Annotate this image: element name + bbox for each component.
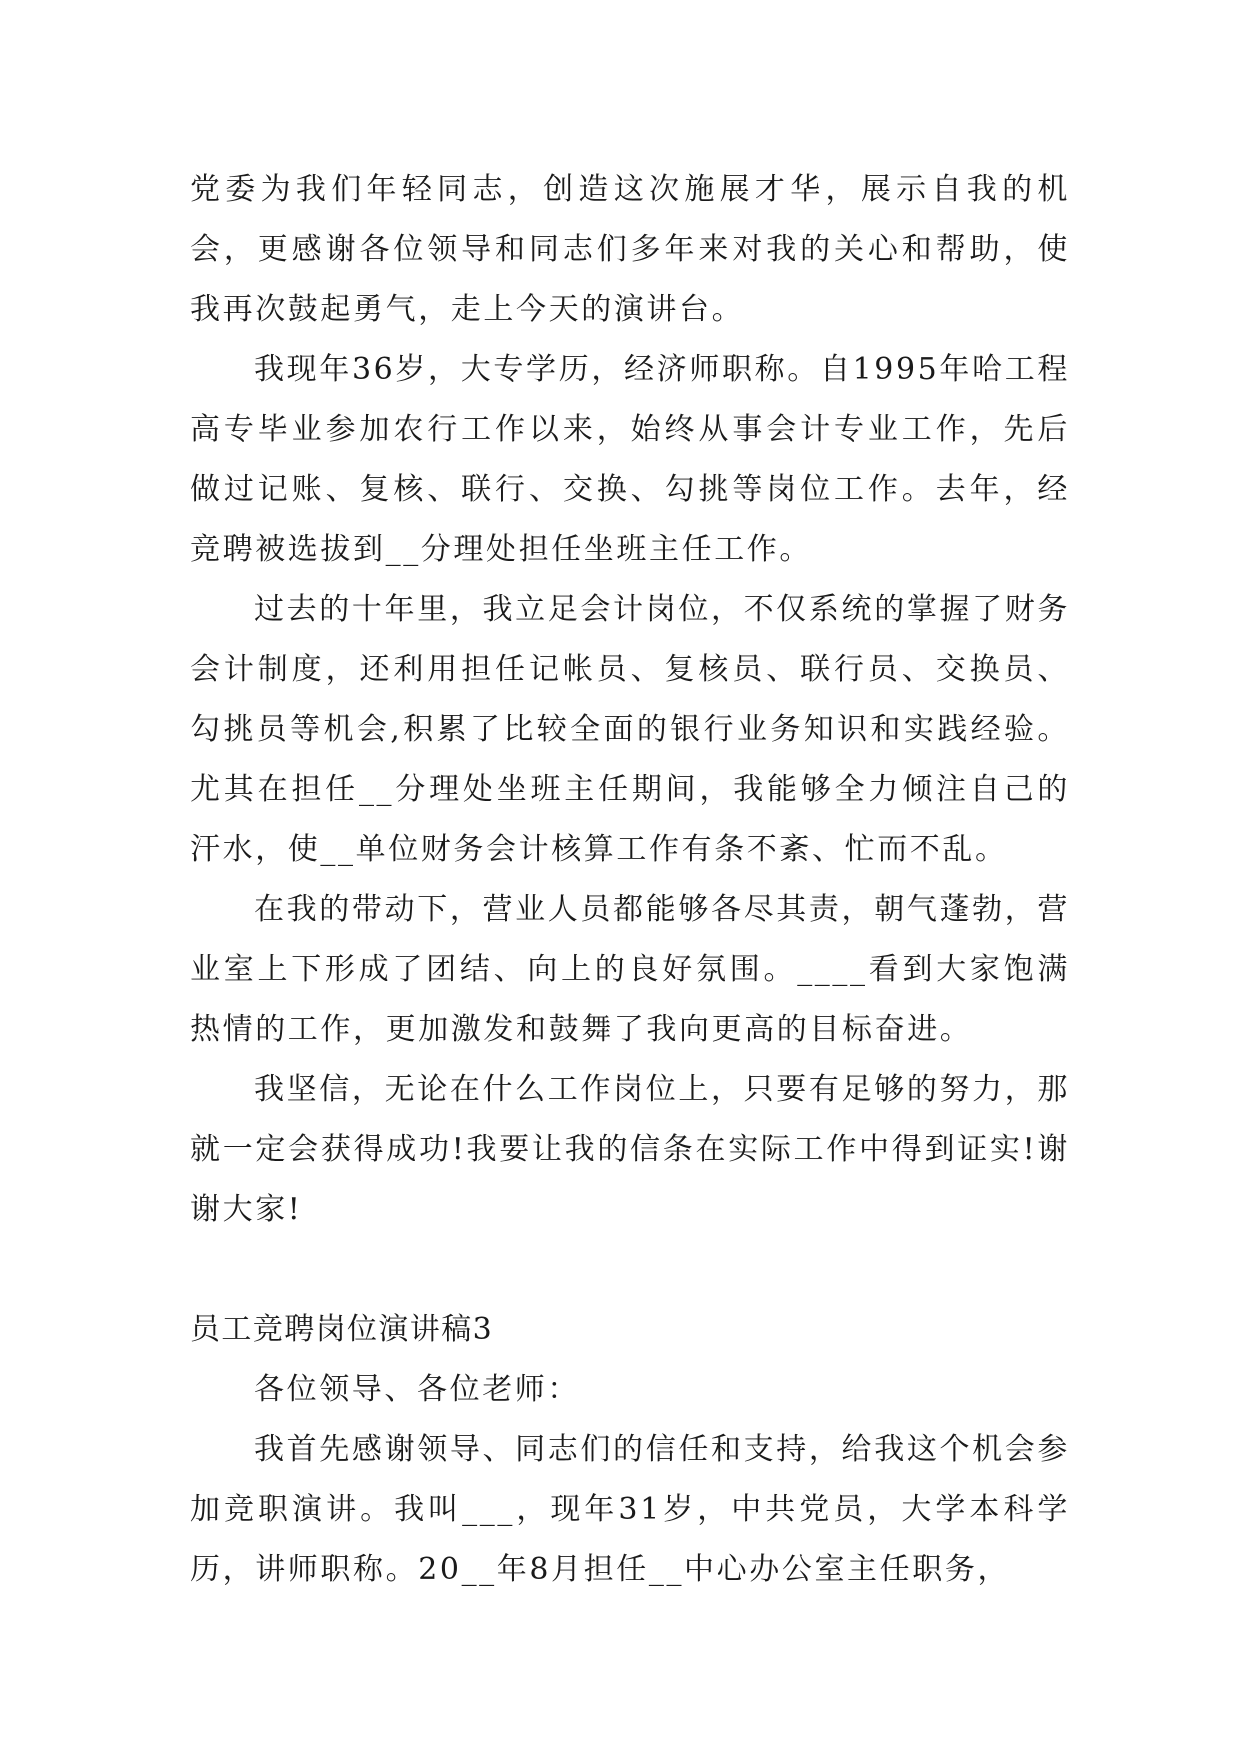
paragraph-continued: 党委为我们年轻同志，创造这次施展才华，展示自我的机会，更感谢各位领导和同志们多年来对我的关心和帮助，使我再次鼓起勇气，走上今天的演讲台。 [190, 172, 1070, 327]
paragraph-experience: 过去的十年里，我立足会计岗位，不仅系统的掌握了财务会计制度，还利用担任记帐员、复核员、联行员、交换员、勾挑员等机会,积累了比较全面的银行业务知识和实践经验。尤其在担任__分理处坐班主任期间，我能够全力倾注自己的汗水，使__单位财务会计核算工作有条不紊、忙而不乱。 [190, 592, 1070, 867]
paragraph-conclusion: 我坚信，无论在什么工作岗位上，只要有足够的努力，那就一定会获得成功!我要让我的信条在实际工作中得到证实!谢谢大家! [190, 1072, 1070, 1227]
paragraph-intro: 我首先感谢领导、同志们的信任和支持，给我这个机会参加竞职演讲。我叫___，现年31岁，中共党员，大学本科学历，讲师职称。20__年8月担任__中心办公室主任职务， [190, 1432, 1070, 1587]
section-heading: 员工竞聘岗位演讲稿3 [190, 1312, 494, 1347]
paragraph-team: 在我的带动下，营业人员都能够各尽其责，朝气蓬勃，营业室上下形成了团结、向上的良好氛围。____看到大家饱满热情的工作，更加激发和鼓舞了我向更高的目标奋进。 [190, 892, 1070, 1047]
salutation: 各位领导、各位老师： [254, 1372, 580, 1407]
paragraph-background: 我现年36岁，大专学历，经济师职称。自1995年哈工程高专毕业参加农行工作以来，始终从事会计专业工作，先后做过记账、复核、联行、交换、勾挑等岗位工作。去年，经竞聘被选拔到__分理处担任坐班主任工作。 [190, 352, 1070, 567]
